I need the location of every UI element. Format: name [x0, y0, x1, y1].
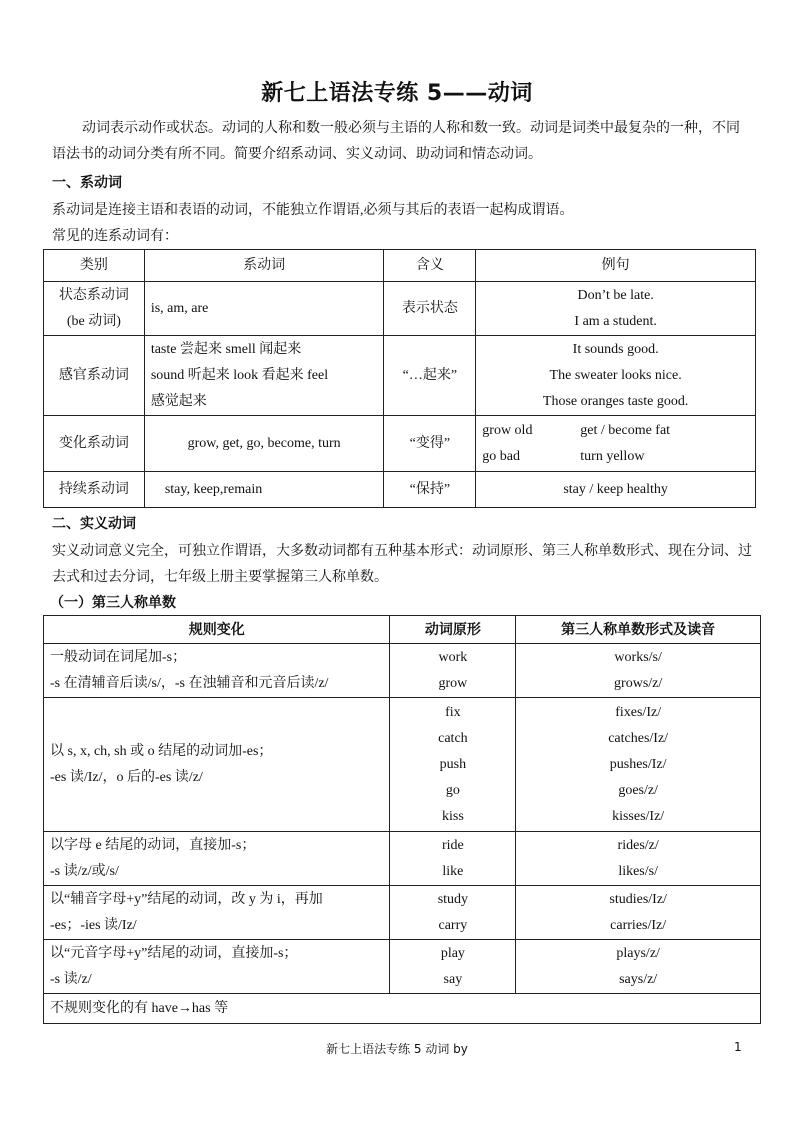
meaning-cell: “变得”: [384, 416, 476, 472]
section1-common: 常见的连系动词有：: [52, 229, 178, 244]
verbs-cell: [144, 336, 384, 416]
rule-text: -s 读/z/: [50, 971, 92, 987]
base-verb: ride: [442, 837, 464, 853]
category-text: 状态系动词: [58, 287, 129, 303]
table-header-row: [44, 616, 761, 644]
base-verb: like: [442, 863, 464, 879]
third-form: kisses/Iz/: [612, 808, 665, 824]
table-row: [44, 698, 761, 832]
base-cell: [390, 832, 516, 886]
category-cell: 持续系动词: [44, 472, 145, 508]
rule-cell: [44, 886, 390, 940]
table-header-row: [44, 250, 756, 282]
table-header-cell: 第三人称单数形式及读音: [516, 616, 761, 644]
base-cell: [390, 698, 516, 832]
section1-desc: 系动词是连接主语和表语的动词，不能独立作谓语,必须与其后的表语一起构成谓语。: [52, 203, 574, 218]
rule-text: 以字母 e 结尾的动词，直接加-s；: [50, 837, 256, 853]
rule-text: -es；-ies 读/Iz/: [50, 917, 137, 933]
example-cell: [476, 336, 756, 416]
table-header-cell: 规则变化: [44, 616, 390, 644]
table-row: [44, 336, 756, 416]
third-form: studies/Iz/: [609, 891, 667, 907]
verbs-text: sound 听起来 look 看起来 feel: [150, 367, 329, 383]
section2-subheading: （一）第三人称单数: [50, 595, 176, 611]
example-text: Those oranges taste good.: [542, 393, 689, 409]
third-cell: [516, 832, 761, 886]
example-text: go bad: [482, 448, 520, 464]
verbs-cell: is, am, are: [144, 282, 384, 336]
page-title: 新七上语法专练 5——动词: [261, 81, 533, 106]
intro-paragraph: 动词表示动作或状态。动词的人称和数一般必须与主语的人称和数一致。动词是词类中最复杂的一种，不同语法书的动词分类有所不同。简要介绍系动词、实义动词、助动词和情态动词。: [52, 121, 740, 162]
third-form: says/z/: [619, 971, 658, 987]
verbs-text: taste 尝起来 smell 闻起来: [150, 341, 302, 357]
table-row: [44, 940, 761, 994]
base-verb: study: [437, 891, 469, 907]
page-footer: 新七上语法专练 5 动词 by: [326, 1042, 468, 1056]
third-form: plays/z/: [616, 945, 660, 961]
verbs-text: 感觉起来: [150, 393, 207, 409]
third-form: pushes/Iz/: [609, 756, 667, 772]
example-pair: [482, 444, 749, 470]
base-verb: push: [439, 756, 467, 772]
base-verb: fix: [445, 704, 461, 720]
table-row: [44, 282, 756, 336]
base-verb: carry: [438, 917, 468, 933]
category-cell: 感官系动词: [44, 336, 145, 416]
category-cell: 变化系动词: [44, 416, 145, 472]
third-form: likes/s/: [618, 863, 658, 879]
example-text: Don’t be late.: [577, 287, 654, 303]
base-verb: go: [445, 782, 460, 798]
category-text: (be 动词): [66, 313, 121, 329]
example-text: I am a student.: [574, 313, 657, 329]
irregular-cell: 不规则变化的有 have→has 等: [44, 994, 761, 1024]
example-cell: stay / keep healthy: [476, 472, 756, 508]
section2-heading: 二、实义动词: [52, 516, 136, 532]
rule-text: 以“元音字母+y”结尾的动词，直接加-s；: [50, 945, 298, 961]
third-form: works/s/: [614, 649, 662, 665]
table-row: [44, 994, 761, 1024]
section1-heading: 一、系动词: [52, 175, 122, 191]
third-form: goes/z/: [618, 782, 658, 798]
third-person-table: [43, 615, 761, 1024]
rule-text: 一般动词在词尾加-s；: [50, 649, 187, 665]
linking-verb-table: [43, 249, 756, 508]
example-pair: [482, 418, 749, 444]
third-form: carries/Iz/: [610, 917, 667, 933]
base-cell: [390, 644, 516, 698]
table-row: [44, 886, 761, 940]
table-row: [44, 472, 756, 508]
third-form: rides/z/: [617, 837, 659, 853]
example-cell: [476, 416, 756, 472]
rule-text: 以“辅音字母+y”结尾的动词，改 y 为 i，再加: [50, 891, 323, 907]
base-verb: grow: [438, 675, 468, 691]
base-verb: kiss: [441, 808, 464, 824]
page-number: 1: [734, 1040, 742, 1054]
rule-cell: [44, 698, 390, 832]
table-header-cell: 含义: [384, 250, 476, 282]
example-text: turn yellow: [580, 448, 645, 464]
third-form: catches/Iz/: [608, 730, 669, 746]
table-header-cell: 系动词: [144, 250, 384, 282]
third-cell: [516, 940, 761, 994]
base-cell: [390, 886, 516, 940]
rule-text: -es 读/Iz/，o 后的-es 读/z/: [50, 769, 203, 785]
example-text: grow old: [482, 422, 533, 438]
rule-cell: [44, 832, 390, 886]
table-header-cell: 类别: [44, 250, 145, 282]
table-row: [44, 644, 761, 698]
third-form: fixes/Iz/: [615, 704, 662, 720]
base-verb: say: [443, 971, 463, 987]
meaning-cell: “…起来”: [384, 336, 476, 416]
example-text: get / become fat: [580, 422, 671, 438]
example-text: It sounds good.: [572, 341, 659, 357]
table-header-cell: 动词原形: [390, 616, 516, 644]
rule-text: 以 s, x, ch, sh 或 o 结尾的动词加-es；: [50, 743, 273, 759]
base-verb: play: [440, 945, 465, 961]
example-text: The sweater looks nice.: [549, 367, 682, 383]
third-form: grows/z/: [614, 675, 663, 691]
verbs-cell: stay, keep,remain: [144, 472, 384, 508]
verbs-cell: grow, get, go, become, turn: [144, 416, 384, 472]
table-header-cell: 例句: [476, 250, 756, 282]
table-row: [44, 832, 761, 886]
rule-text: -s 读/z/或/s/: [50, 863, 119, 879]
third-cell: [516, 886, 761, 940]
rule-cell: [44, 940, 390, 994]
third-cell: [516, 644, 761, 698]
meaning-cell: “保持”: [384, 472, 476, 508]
meaning-cell: 表示状态: [384, 282, 476, 336]
section2-desc: 实义动词意义完全，可独立作谓语，大多数动词都有五种基本形式：动词原形、第三人称单数形式、现在分词、过去式和过去分词，七年级上册主要掌握第三人称单数。: [52, 544, 752, 585]
base-cell: [390, 940, 516, 994]
rule-text: -s 在清辅音后读/s/，-s 在浊辅音和元音后读/z/: [50, 675, 329, 691]
table-row: [44, 416, 756, 472]
category-cell: [44, 282, 145, 336]
rule-cell: [44, 644, 390, 698]
third-cell: [516, 698, 761, 832]
base-verb: work: [438, 649, 468, 665]
example-cell: [476, 282, 756, 336]
base-verb: catch: [438, 730, 468, 746]
